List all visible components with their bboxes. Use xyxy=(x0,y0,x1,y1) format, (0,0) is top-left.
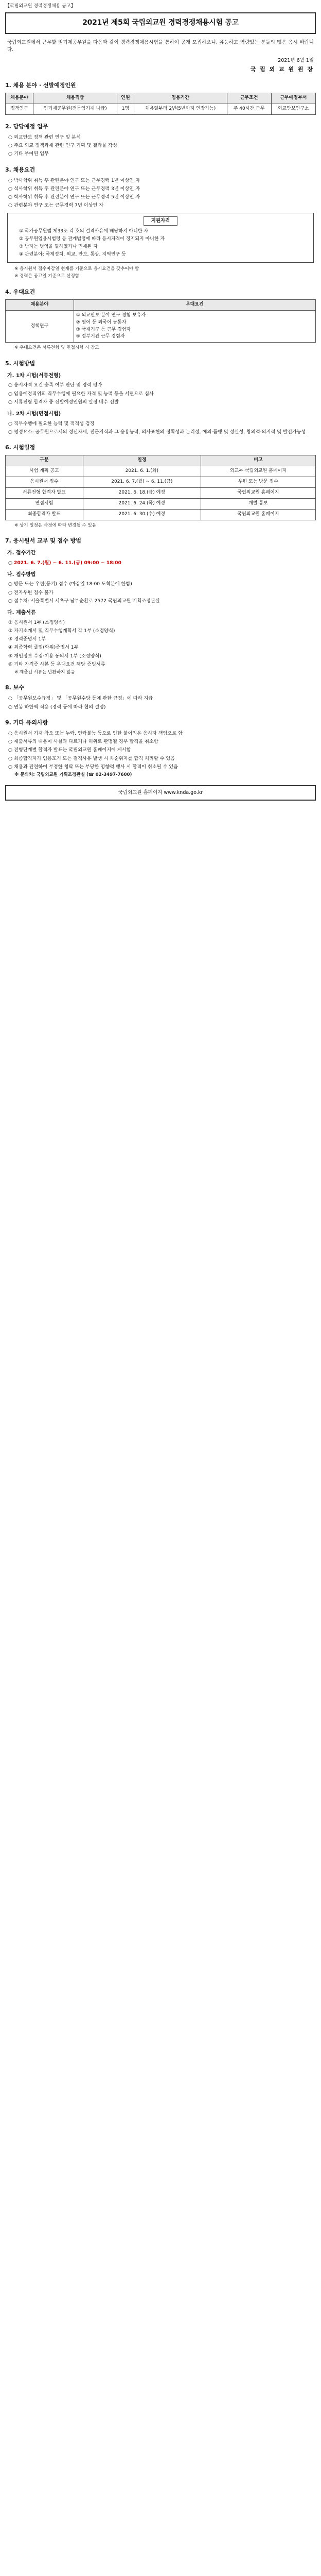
table-cell: 응시원서 접수 xyxy=(6,477,83,487)
list-item: ○ 임용예정직위의 직무수행에 필요한 자격 및 능력 등을 서면으로 심사 xyxy=(8,391,154,397)
application-period: 2021. 6. 7.(월) ~ 6. 11.(금) 09:00 ~ 18:00 xyxy=(13,560,121,566)
table-cell: 주 40시간 근무 xyxy=(227,104,271,114)
title-box xyxy=(5,12,316,34)
table-cell: 정책연구 xyxy=(6,104,33,114)
list-item: ④ 최종학력 졸업(학위)증명서 1부 xyxy=(8,645,79,651)
table-cell: 2021. 6. 1.(화) xyxy=(83,466,201,477)
page-title: 2021년 제5회 국립외교원 경력경쟁채용시험 공고 xyxy=(82,18,239,27)
table-header: 우대요건 xyxy=(74,299,315,310)
note: ※ 제출된 서류는 반환하지 않음 xyxy=(14,670,75,675)
list-item: ○ 최종합격자가 임용포기 또는 결격사유 발생 시 차순위자를 합격 처리할 수 있음 xyxy=(8,755,175,761)
list-item: ○ 2021. 6. 7.(월) ~ 6. 11.(금) 09:00 ~ 18:00 xyxy=(8,560,121,566)
footer-text: 국립외교원 홈페이지 www.knda.go.kr xyxy=(118,789,203,795)
list-item: ○ 학사학위 취득 후 관련분야 연구 또는 근무경력 5년 이상인 자 xyxy=(8,194,140,200)
list-item: ○ 「공무원보수규정」 및 「공무원수당 등에 관한 규정」에 따라 지급 xyxy=(8,696,153,702)
intro-text: 국립외교원에서 근무할 임기제공무원을 다음과 같이 경력경쟁채용시험을 통하여 공개 모집하오니, 유능하고 역량있는 분들의 많은 응시 바랍니다. xyxy=(7,39,314,53)
eligibility-box-title: 지원자격 xyxy=(144,216,178,226)
table-row xyxy=(6,487,316,498)
table-header: 구분 xyxy=(6,455,83,466)
table-header: 근무예정부서 xyxy=(271,93,315,104)
issuing-organization: 국 립 외 교 원 원 장 xyxy=(250,65,314,73)
table-header-row xyxy=(6,93,316,104)
schedule-table xyxy=(5,455,316,520)
table-cell: 채용일부터 2년(5년까지 연장가능) xyxy=(134,104,227,114)
list-item: ○ 서류전형 합격자 중 선발예정인원의 일정 배수 선발 xyxy=(8,399,119,405)
table-cell: 임기제공무원(전문임기제 나급) xyxy=(33,104,117,114)
section-7-title: 7. 응시원서 교부 및 접수 방법 xyxy=(5,537,81,545)
section-3-title: 3. 채용요건 xyxy=(5,166,35,173)
table-header: 채용분야 xyxy=(6,93,33,104)
list-item: ○ 제출서류의 내용이 사실과 다르거나 허위로 판명될 경우 합격을 취소함 xyxy=(8,739,158,745)
list-item: ④ 관련분야: 국제정치, 외교, 안보, 통상, 지역연구 등 xyxy=(19,252,126,258)
document-page xyxy=(0,0,321,811)
list-item: ○ 전자우편 접수 불가 xyxy=(8,589,53,596)
table-cell: 외교부·국립외교원 홈페이지 xyxy=(201,466,315,477)
list-item: ○ 박사학위 취득 후 관련분야 연구 또는 근무경력 1년 이상인 자 xyxy=(8,177,140,183)
list-item: ○ 연봉 하한액 적용 (경력 등에 따라 협의 결정) xyxy=(8,704,106,710)
list-item: ③ 남자는 병역을 필하였거나 면제된 자 xyxy=(19,244,98,250)
table-header: 채용분야 xyxy=(6,299,74,310)
section-8-title: 8. 보수 xyxy=(5,684,24,691)
list-item: ○ 석사학위 취득 후 관련분야 연구 또는 근무경력 3년 이상인 자 xyxy=(8,185,140,192)
subsection-title: 다. 제출서류 xyxy=(7,610,36,616)
table-cell: 국립외교원 홈페이지 xyxy=(201,509,315,520)
list-item: ① 응시원서 1부 (소정양식) xyxy=(8,619,65,625)
subsection-title: 가. 1차 시험(서류전형) xyxy=(7,372,61,379)
footer-box xyxy=(5,785,316,801)
table-cell: 외교안보연구소 xyxy=(271,104,315,114)
table-cell: 서류전형 합격자 발표 xyxy=(6,487,83,498)
note: ※ 우대요건은 서류전형 및 면접시험 시 참고 xyxy=(14,345,99,351)
table-cell: 정책연구 xyxy=(6,310,74,343)
list-item: ○ 응시원서 기재 착오 또는 누락, 연락불능 등으로 인한 불이익은 응시자 책임으로 함 xyxy=(8,730,183,736)
table-header: 인원 xyxy=(117,93,134,104)
table-header: 비고 xyxy=(201,455,315,466)
list-item: ○ 평정요소: 공무원으로서의 정신자세, 전문지식과 그 응용능력, 의사표현의 정확성과 논리성, 예의·품행 및 성실성, 창의력·의지력 및 발전가능성 xyxy=(8,429,306,435)
list-item: ○ 채용과 관련하여 부정한 청탁 또는 부당한 영향력 행사 시 합격이 취소될 수 있음 xyxy=(8,764,178,770)
recruit-table xyxy=(5,93,316,115)
list-item: ○ 외교안보 정책 관련 연구 및 분석 xyxy=(8,134,81,140)
eligibility-box xyxy=(7,213,314,263)
list-item: ⑤ 개인정보 수집·이용 동의서 1부 (소정양식) xyxy=(8,653,101,659)
table-cell: 2021. 6. 18.(금) 예정 xyxy=(83,487,201,498)
table-cell: 개별 통보 xyxy=(201,498,315,509)
notice-date: 2021년 6월 1일 xyxy=(278,58,314,64)
table-header-row xyxy=(6,299,316,310)
table-cell: 최종합격자 발표 xyxy=(6,509,83,520)
note: ※ 상기 일정은 사정에 따라 변경될 수 있음 xyxy=(14,522,97,528)
subsection-title: 나. 2차 시험(면접시험) xyxy=(7,411,61,417)
top-note: 【국립외교원 경력경쟁채용 공고】 xyxy=(5,4,76,9)
list-item: ○ 직무수행에 필요한 능력 및 적격성 검정 xyxy=(8,420,95,427)
table-cell: 2021. 6. 30.(수) 예정 xyxy=(83,509,201,520)
list-item: ○ 주요 외교 정책과제 관련 연구 기획 및 결과물 작성 xyxy=(8,143,117,149)
list-item: ① 국가공무원법 제33조 각 호의 결격사유에 해당하지 아니한 자 xyxy=(19,229,149,234)
list-item: ○ 기타 부여된 업무 xyxy=(8,151,49,157)
signature-block xyxy=(7,57,314,74)
preference-table xyxy=(5,299,316,343)
table-row xyxy=(6,498,316,509)
table-header: 임용기간 xyxy=(134,93,227,104)
list-item: ② 자기소개서 및 직무수행계획서 각 1부 (소정양식) xyxy=(8,628,115,634)
table-cell: 2021. 6. 7.(월) ~ 6. 11.(금) xyxy=(83,477,201,487)
list-item: ② 공무원임용시험령 등 관계법령에 따라 응시자격이 정지되지 아니한 자 xyxy=(19,236,165,242)
section-6-title: 6. 시험일정 xyxy=(5,444,35,451)
subsection-title: 가. 접수기간 xyxy=(7,550,36,556)
table-header: 채용직급 xyxy=(33,93,117,104)
table-header: 근무조건 xyxy=(227,93,271,104)
section-2-title: 2. 담당예정 업무 xyxy=(5,123,48,130)
subsection-title: 나. 접수방법 xyxy=(7,571,36,578)
note: ※ 응시원서 접수마감일 현재를 기준으로 응시요건을 갖추어야 함 xyxy=(14,266,139,272)
table-row xyxy=(6,509,316,520)
section-4-title: 4. 우대요건 xyxy=(5,288,35,295)
table-cell: 2021. 6. 24.(목) 예정 xyxy=(83,498,201,509)
table-cell: 시험 계획 공고 xyxy=(6,466,83,477)
section-1-title: 1. 채용 분야 · 선발예정인원 xyxy=(5,81,76,89)
list-item: ③ 경력증명서 1부 xyxy=(8,636,46,642)
table-header: 일정 xyxy=(83,455,201,466)
table-cell: ① 외교안보 분야 연구 경험 보유자 ② 영어 등 외국어 능통자 ③ 국제기구 등 근무 경험자 ④ 정부기관 근무 경험자 xyxy=(74,310,315,343)
list-item: ○ 전형단계별 합격자 발표는 국립외교원 홈페이지에 게시함 xyxy=(8,747,131,753)
list-item: ○ 방문 또는 우편(등기) 접수 (마감일 18:00 도착분에 한함) xyxy=(8,581,132,587)
table-row xyxy=(6,477,316,487)
section-9-title: 9. 기타 유의사항 xyxy=(5,719,48,726)
table-cell: 국립외교원 홈페이지 xyxy=(201,487,315,498)
table-row xyxy=(6,466,316,477)
contact-note: ※ 문의처: 국립외교원 기획조정관실 (☎ 02-3497-7600) xyxy=(14,772,132,778)
table-row xyxy=(6,310,316,343)
table-header-row xyxy=(6,455,316,466)
list-item: ○ 응시자격 요건 충족 여부 판단 및 경력 평가 xyxy=(8,382,102,388)
table-cell: 우편 또는 방문 접수 xyxy=(201,477,315,487)
list-item: ⑥ 기타 자격증 사본 등 우대요건 해당 증빙서류 xyxy=(8,661,105,667)
table-cell: 면접시험 xyxy=(6,498,83,509)
list-item: ○ 접수처: 서울특별시 서초구 남부순환로 2572 국립외교원 기획조정관실 xyxy=(8,598,160,604)
note: ※ 경력은 공고일 기준으로 산정함 xyxy=(14,274,80,279)
section-5-title: 5. 시험방법 xyxy=(5,360,35,367)
list-item: ○ 관련분야 연구 또는 근무경력 7년 이상인 자 xyxy=(8,202,104,209)
table-cell: 1명 xyxy=(117,104,134,114)
table-row xyxy=(6,104,316,114)
